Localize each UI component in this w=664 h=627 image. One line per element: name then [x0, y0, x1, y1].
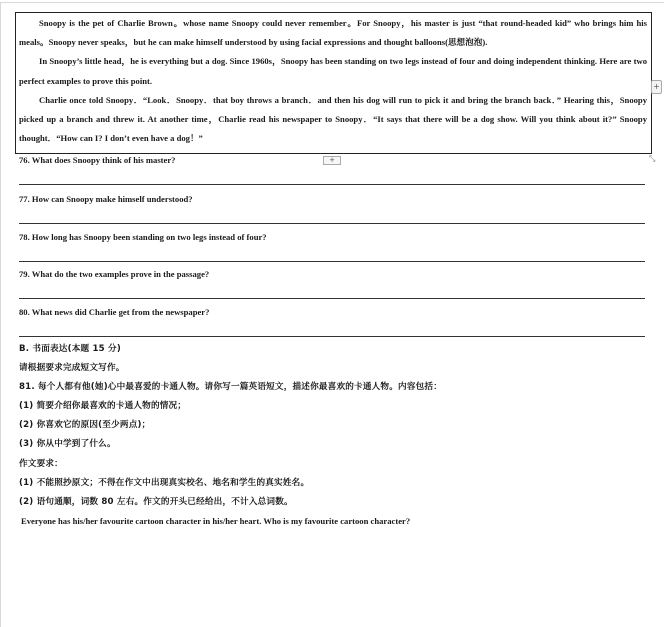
reading-passage [19, 14, 647, 148]
textbox-move-handle-icon[interactable]: + [323, 156, 341, 165]
writing-instruction: 请根据要求完成短文写作。 [19, 363, 125, 373]
passage-paragraph-1: Snoopy is the pet of Charlie Brown。whose name Snoopy could never remember。For Snoopy，his master is just “that round-headed kid” who brings him his meals。Snoopy never speaks，but he can make himself understood by using facial expressions and thought balloons(思想泡泡). [19, 18, 647, 48]
answer-line-79[interactable] [19, 298, 645, 299]
passage-paragraph-3: Charlie once told Snoopy．“Look．Snoopy．that boy throws a branch．and then his dog will run to pick it and bring the branch back．” Hearing this，Snoopy picked up a branch and threw it. At another time，Charlie read his newspaper to Snoopy．“It says that there will be a dog show. Will you think about it?” Snoopy thought．“How can I? I don’t even have a dog！” [19, 94, 647, 144]
resize-handle-icon[interactable]: ⤡ [649, 154, 656, 163]
answer-line-76[interactable] [19, 184, 645, 185]
question-77: 77. How can Snoopy make himself understood? [19, 194, 193, 204]
writing-section-title: B. 书面表达(本题 15 分) [19, 344, 121, 354]
writing-point-1: (1) 简要介绍你最喜欢的卡通人物的情况； [19, 401, 187, 411]
writing-point-3: (3) 你从中学到了什么。 [19, 439, 116, 449]
writing-requirement-1: (1) 不能照抄原文；不得在作文中出现真实校名、地名和学生的真实姓名。 [19, 478, 310, 488]
writing-task: 81. 每个人都有他(她)心中最喜爱的卡通人物。请你写一篇英语短文，描述你最喜欢的卡通人物。内容包括： [19, 382, 442, 392]
question-79: 79. What do the two examples prove in the passage? [19, 269, 210, 279]
answer-line-78[interactable] [19, 261, 645, 262]
writing-requirements-title: 作文要求： [19, 459, 63, 469]
question-80: 80. What news did Charlie get from the newspaper? [19, 307, 210, 317]
page-edge-top [0, 2, 664, 3]
writing-requirement-2: (2) 语句通顺，词数 80 左右。作文的开头已经给出，不计入总词数。 [19, 497, 293, 507]
passage-paragraph-2: In Snoopy’s little head，he is everything but a dog. Since 1960s，Snoopy has been standing on two legs instead of four and doing independent thinking. Here are two perfect examples to prove this point. [19, 56, 647, 86]
essay-opening-line: Everyone has his/her favourite cartoon character in his/her heart. Who is my favourite cartoon character? [21, 516, 411, 526]
expand-plus-icon[interactable]: + [651, 80, 662, 94]
answer-line-77[interactable] [19, 223, 645, 224]
question-78: 78. How long has Snoopy been standing on two legs instead of four? [19, 232, 267, 242]
question-76: 76. What does Snoopy think of his master? [19, 155, 176, 165]
page-edge-left [0, 2, 1, 627]
writing-point-2: (2) 你喜欢它的原因(至少两点)； [19, 420, 151, 430]
answer-line-80[interactable] [19, 336, 645, 337]
